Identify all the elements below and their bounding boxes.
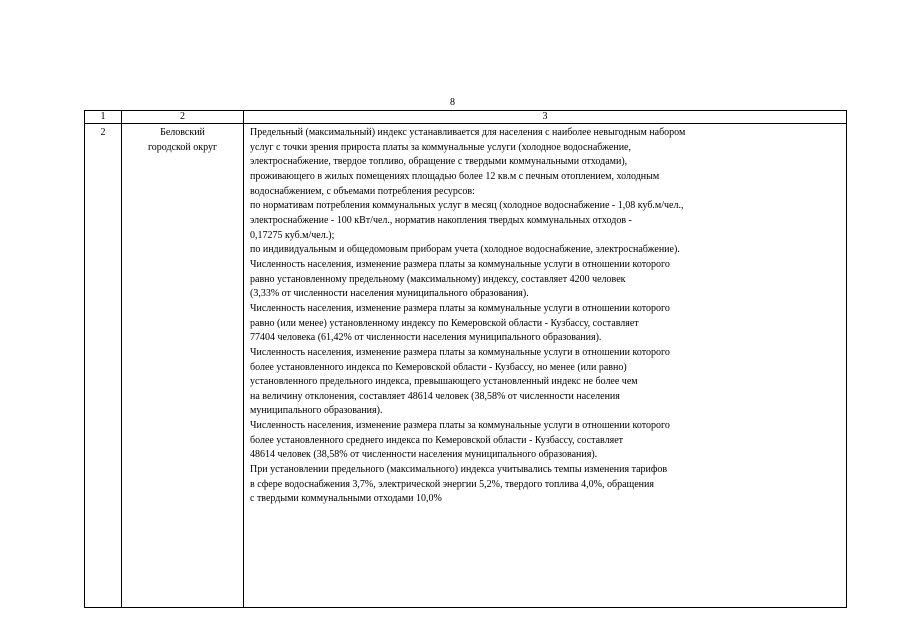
- region-name-line: городской округ: [147, 141, 218, 153]
- text-line: более установленного среднего индекса по Кемеровской области - Кузбассу, составляет: [250, 434, 624, 446]
- text-line: Численность населения, изменение размера платы за коммунальные услуги в отношении которого: [250, 302, 670, 314]
- text-line: 48614 человек (38,58% от численности населения муниципального образования).: [250, 449, 598, 461]
- region-cell: [122, 124, 244, 608]
- text-line: Численность населения, изменение размера платы за коммунальные услуги в отношении которого: [250, 420, 670, 432]
- text-line: муниципального образования).: [250, 405, 383, 417]
- text-line: Численность населения, изменение размера платы за коммунальные услуги в отношении которого: [250, 346, 670, 358]
- table-row: [85, 124, 847, 608]
- text-line: по индивидуальным и общедомовым приборам учета (холодное водоснабжение, электроснабжение).: [250, 244, 680, 256]
- tariff-index-table: [84, 110, 847, 608]
- text-line: услуг с точки зрения прироста платы за коммунальные услуги (холодное водоснабжение,: [250, 141, 631, 153]
- text-line: При установлении предельного (максимального) индекса учитывались темпы изменения тарифов: [250, 464, 668, 476]
- page-number: 8: [450, 97, 455, 108]
- text-line: Численность населения, изменение размера платы за коммунальные услуги в отношении которого: [250, 258, 670, 270]
- text-line: с твердыми коммунальными отходами 10,0%: [250, 493, 442, 505]
- row-number: 2: [100, 127, 106, 138]
- header-col-2: 2: [122, 111, 244, 124]
- header-col-3: 3: [244, 111, 847, 124]
- text-line: в сфере водоснабжения 3,7%, электрической энергии 5,2%, твердого топлива 4,0%, обращения: [250, 478, 654, 490]
- text-line: более установленного индекса по Кемеровской области - Кузбассу, но менее (или равно): [250, 361, 627, 373]
- text-line: электроснабжение, твердое топливо, обращение с твердыми коммунальными отходами),: [250, 156, 628, 168]
- text-line: на величину отклонения, составляет 48614 человек (38,58% от численности населения: [250, 390, 620, 402]
- text-line: проживающего в жилых помещениях площадью более 12 кв.м с печным отоплением, холодным: [250, 170, 660, 182]
- text-line: водоснабжением, с объемами потребления ресурсов:: [250, 185, 475, 197]
- description-cell: [244, 124, 847, 608]
- text-line: 0,17275 куб.м/чел.);: [250, 229, 335, 241]
- region-name-line: Беловский: [160, 127, 205, 138]
- text-line: электроснабжение - 100 кВт/чел., норматив накопления твердых коммунальных отходов -: [250, 214, 632, 226]
- text-line: 77404 человека (61,42% от численности населения муниципального образования).: [250, 332, 602, 344]
- text-line: Предельный (максимальный) индекс устанавливается для населения с наиболее невыгодным набором: [250, 127, 686, 138]
- row-number-cell: [85, 124, 122, 608]
- text-line: равно (или менее) установленному индексу по Кемеровской области - Кузбассу, составляет: [250, 317, 639, 329]
- text-line: равно установленному предельному (максимальному) индексу, составляет 4200 человек: [250, 273, 626, 285]
- header-col-1: 1: [85, 111, 122, 124]
- text-line: установленного предельного индекса, превышающего установленный индекс не более чем: [250, 376, 638, 388]
- text-line: (3,33% от численности населения муниципального образования).: [250, 288, 529, 300]
- table-header-row: [85, 111, 847, 124]
- text-line: по нормативам потребления коммунальных услуг в месяц (холодное водоснабжение - 1,08 куб.м/чел.,: [250, 200, 684, 212]
